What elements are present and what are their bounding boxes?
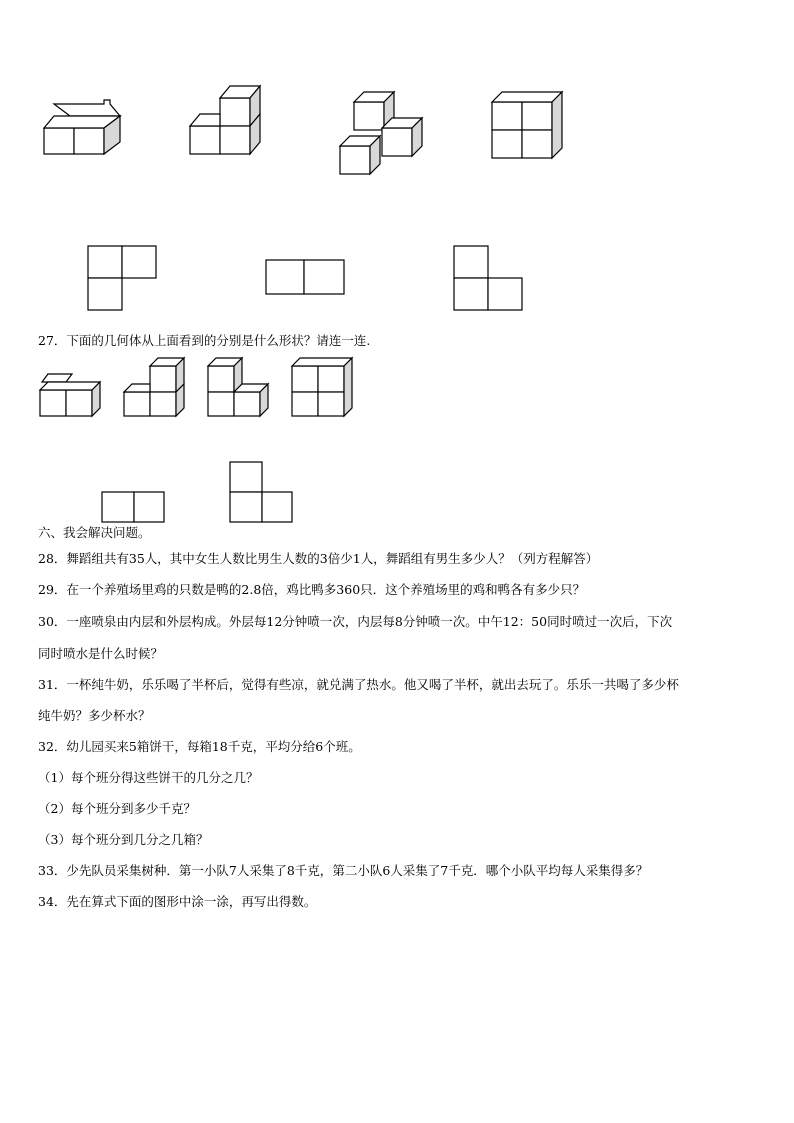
plan-view-two-squares: [264, 258, 348, 298]
question-30-line-2: 同时喷水是什么时候？: [38, 646, 164, 661]
q27-plan-two-squares: [100, 490, 168, 526]
solid-figure-3: [336, 88, 426, 180]
question-30-line-1: 30．一座喷泉由内层和外层构成。外层每12分钟喷一次，内层每8分钟喷一次。中午12：50同时喷过一次后，下次: [38, 614, 673, 629]
q27-solid-3: [204, 354, 270, 420]
q27-solid-1: [36, 370, 102, 420]
section-6-heading: 六、我会解决问题。: [38, 525, 151, 540]
question-34: 34．先在算式下面的图形中涂一涂，再写出得数。: [38, 894, 317, 909]
solid-figure-2: [186, 80, 266, 158]
q27-plan-t-shape: [228, 460, 296, 526]
question-32: 32．幼儿园买来5箱饼干，每箱18千克，平均分给6个班。: [38, 739, 361, 754]
plan-view-l-shape: [86, 244, 160, 314]
solid-figure-4: [488, 88, 578, 164]
q27-solid-2: [120, 354, 186, 420]
question-31-line-2: 纯牛奶？多少杯水？: [38, 708, 151, 723]
question-28: 28．舞蹈组共有35人，其中女生人数比男生人数的3倍少1人，舞蹈组有男生多少人？（列方程解答）: [38, 551, 599, 566]
question-32-part-1: （1）每个班分得这些饼干的几分之几？: [38, 770, 259, 785]
question-31-line-1: 31．一杯纯牛奶，乐乐喝了半杯后，觉得有些凉，就兑满了热水。他又喝了半杯，就出去玩了。乐乐一共喝了多少杯: [38, 677, 679, 692]
question-27: 27．下面的几何体从上面看到的分别是什么形状？请连一连.: [38, 333, 371, 348]
question-32-part-3: （3）每个班分到几分之几箱？: [38, 832, 209, 847]
q27-solid-4: [288, 354, 354, 420]
question-33: 33．少先队员采集树种．第一小队7人采集了8千克，第二小队6人采集了7千克．哪个小队平均每人采集得多？: [38, 863, 649, 878]
question-29: 29．在一个养殖场里鸡的只数是鸭的2.8倍，鸡比鸭多360只．这个养殖场里的鸡和鸭各有多少只？: [38, 582, 586, 597]
plan-view-reverse-l: [452, 244, 526, 312]
solid-figure-1: [40, 96, 130, 158]
question-32-part-2: （2）每个班分到多少千克？: [38, 801, 196, 816]
